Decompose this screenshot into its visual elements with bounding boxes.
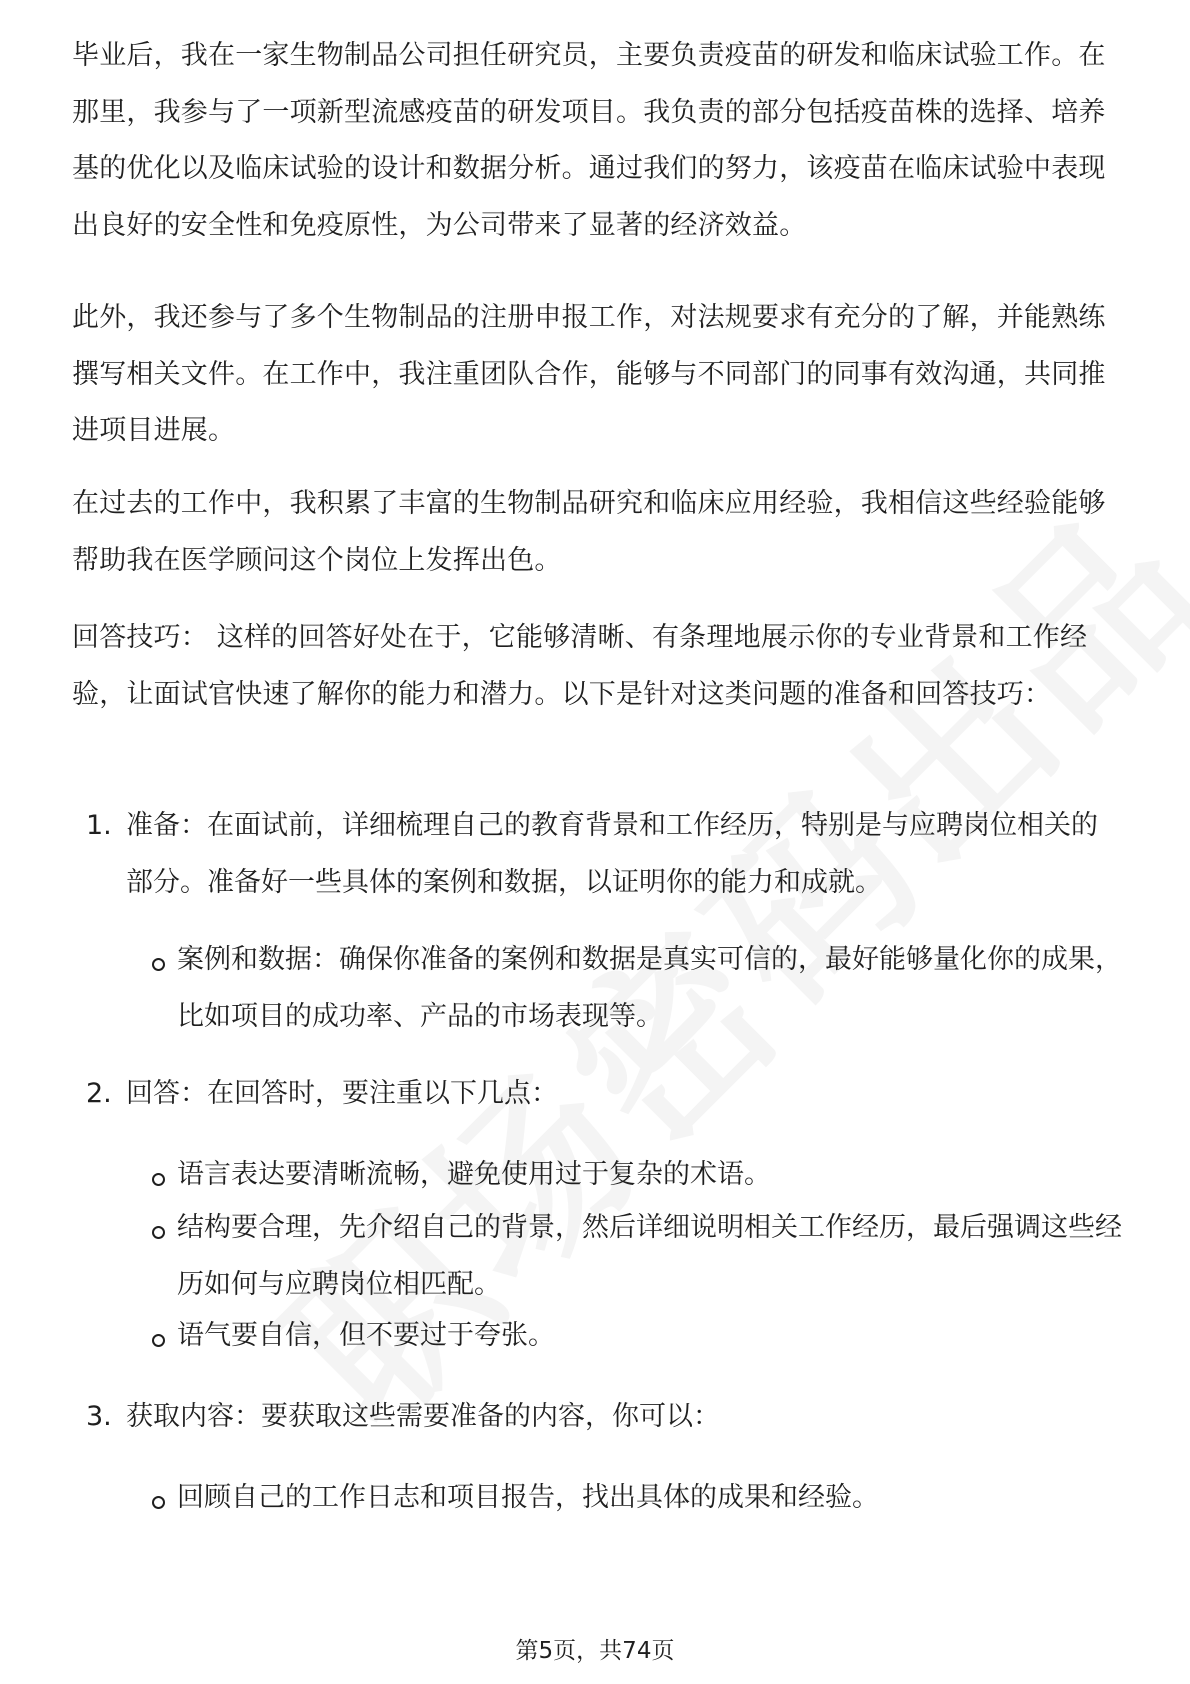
sub-list-item — [150, 1147, 1122, 1204]
paragraph-summary: 在过去的工作中，我积累了丰富的生物制品研究和临床应用经验，我相信这些经验能够帮助我在医学顾问这个岗位上发挥出色。 — [72, 488, 1106, 576]
paragraph-answer-tips: 回答技巧： 这样的回答好处在于，它能够清晰、有条理地展示你的专业背景和工作经验，让面试官快速了解你的能力和潜力。以下是针对这类问题的准备和回答技巧： — [72, 622, 1088, 710]
sub-list-item-text: 语言表达要清晰流畅，避免使用过于复杂的术语。 — [177, 1159, 771, 1190]
list-item-text: 回答：在回答时，要注重以下几点： — [126, 1078, 558, 1109]
list-number: 1. — [86, 810, 112, 841]
page-footer: 第5页，共74页 — [515, 1638, 675, 1664]
paragraph-work-experience: 毕业后，我在一家生物制品公司担任研究员，主要负责疫苗的研发和临床试验工作。在那里，我参与了一项新型流感疫苗的研发项目。我负责的部分包括疫苗株的选择、培养基的优化以及临床试验的设计和数据分析。通过我们的努力，该疫苗在临床试验中表现出良好的安全性和免疫原性，为公司带来了显著的经济效益。 — [72, 40, 1106, 241]
list-item-text: 准备：在面试前，详细梳理自己的教育背景和工作经历，特别是与应聘岗位相关的部分。准备好一些具体的案例和数据，以证明你的能力和成就。 — [126, 810, 1098, 898]
sub-list-item-text: 回顾自己的工作日志和项目报告，找出具体的成果和经验。 — [177, 1482, 879, 1513]
sub-list-item-text: 案例和数据：确保你准备的案例和数据是真实可信的，最好能够量化你的成果，比如项目的成功率、产品的市场表现等。 — [177, 944, 1122, 1032]
list-item-text: 获取内容：要获取这些需要准备的内容，你可以： — [126, 1401, 720, 1432]
sub-list-item — [150, 1200, 1122, 1313]
list-item-prepare — [86, 798, 1122, 911]
list-number: 3. — [86, 1401, 112, 1432]
sub-list-item-text: 语气要自信，但不要过于夸张。 — [177, 1320, 555, 1351]
sub-list-item-text: 结构要合理，先介绍自己的背景，然后详细说明相关工作经历，最后强调这些经历如何与应聘岗位相匹配。 — [177, 1212, 1122, 1300]
list-number: 2. — [86, 1078, 112, 1109]
sub-list-item — [150, 1308, 1122, 1365]
list-item-answer — [86, 1066, 1122, 1123]
sub-list-item — [150, 932, 1122, 1045]
paragraph-registration: 此外，我还参与了多个生物制品的注册申报工作，对法规要求有充分的了解，并能熟练撰写相关文件。在工作中，我注重团队合作，能够与不同部门的同事有效沟通，共同推进项目进展。 — [72, 302, 1106, 446]
sub-list-item — [150, 1470, 1122, 1527]
list-item-get-content — [86, 1389, 1122, 1446]
